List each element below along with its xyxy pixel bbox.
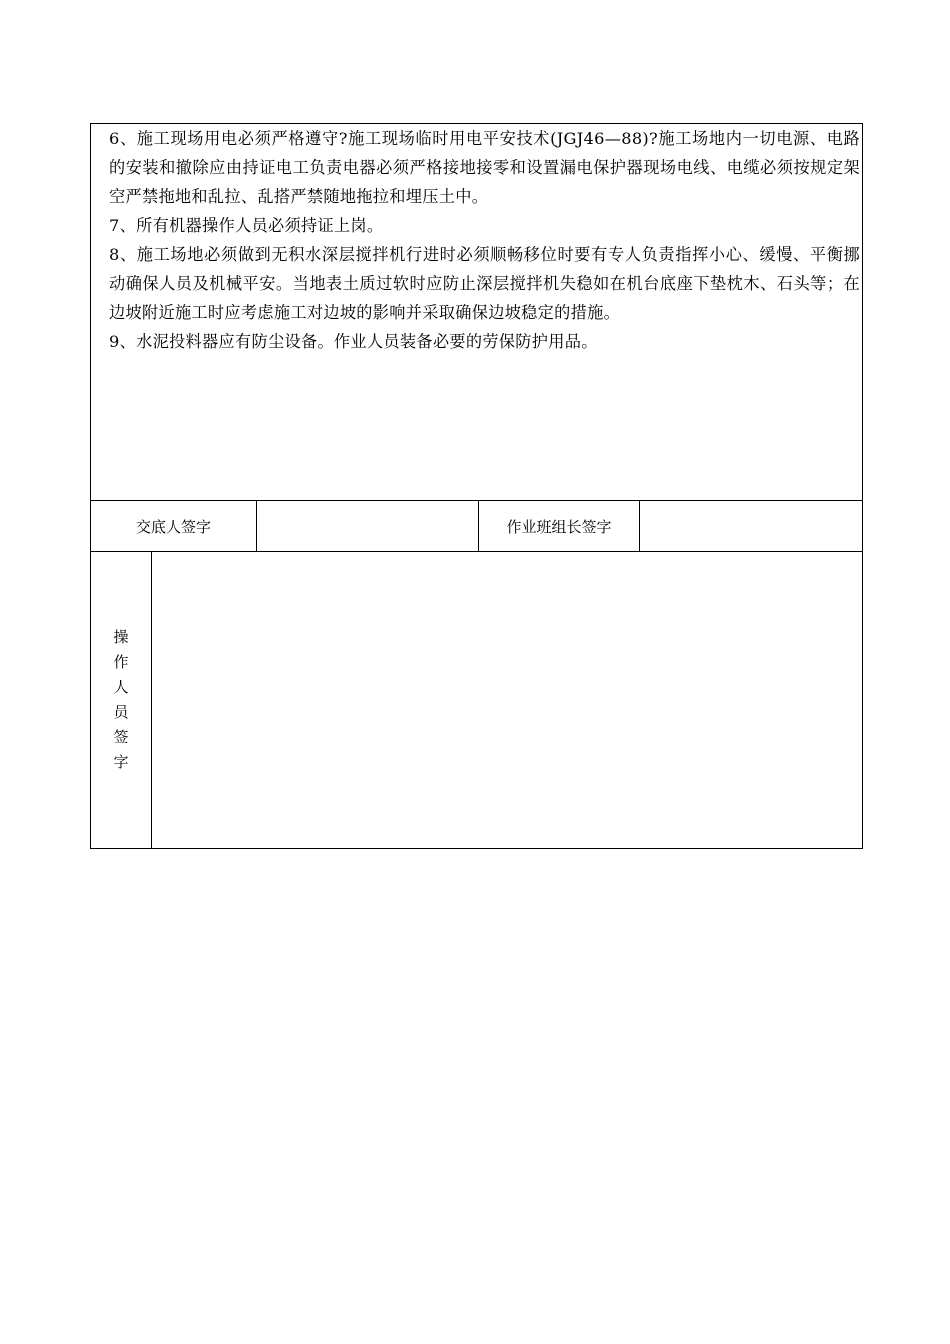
briefing-item-7: 7、所有机器操作人员必须持证上岗。 (109, 216, 384, 235)
operator-signature-label-cell (91, 552, 152, 849)
briefer-signature-field[interactable] (257, 501, 479, 552)
operator-signature-label: 操作人员签字 (113, 628, 129, 771)
briefing-item-8: 8、施工场地必须做到无积水深层搅拌机行进时必须顺畅移位时要有专人负责指挥小心、缓慢、平衡挪动确保人员及机械平安。当地表土质过软时应防止深层搅拌机失稳如在机台底座下垫枕木、石头等；在边坡附近施工时应考虑施工对边坡的影响并采取确保边坡稳定的措施。 (109, 245, 861, 322)
briefing-item-6: 6、施工现场用电必须严格遵守?施工现场临时用电平安技术(JGJ46—88)?施工场地内一切电源、电路的安装和撤除应由持证电工负责电器必须严格接地接零和设置漏电保护器现场电线、电缆必须按规定架空严禁拖地和乱拉、乱搭严禁随地拖拉和埋压土中。 (109, 129, 861, 206)
safety-briefing-table (90, 123, 863, 849)
briefing-item-9: 9、水泥投料器应有防尘设备。作业人员装备必要的劳保防护用品。 (109, 332, 598, 351)
team-leader-signature-label: 作业班组长签字 (479, 501, 640, 552)
team-leader-signature-field[interactable] (640, 501, 863, 552)
briefing-content-cell (91, 124, 863, 501)
briefer-signature-label: 交底人签字 (91, 501, 257, 552)
operator-signature-field[interactable] (152, 552, 863, 849)
